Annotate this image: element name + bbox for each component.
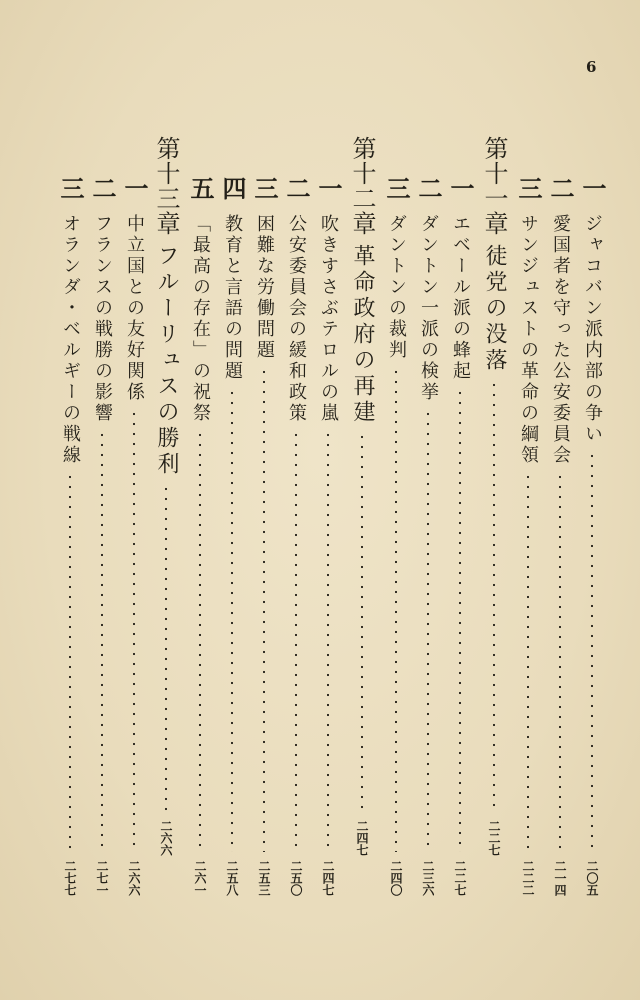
section-title: ダントン一派の検挙 (418, 214, 439, 403)
page-ref: 二六六 (159, 820, 173, 856)
dot-leader (559, 472, 561, 852)
toc-entry (444, 176, 476, 896)
toc-entry (118, 176, 150, 896)
page-number: 6 (586, 58, 597, 76)
page-ref: 二七七 (63, 860, 77, 896)
toc-chapter (150, 136, 182, 856)
chapter-title: 革命政府の再建 (350, 244, 375, 426)
section-number: 一 (578, 176, 607, 202)
section-title: 公安委員会の緩和政策 (286, 214, 307, 424)
section-title: 教育と言語の問題 (222, 214, 243, 382)
dot-leader (493, 380, 495, 812)
toc-entry (184, 176, 216, 896)
page-ref: 二四七 (355, 820, 369, 856)
section-number: 一 (120, 176, 149, 202)
dot-leader (361, 432, 363, 812)
section-number: 二 (88, 176, 117, 202)
page-ref: 二五三 (257, 860, 271, 896)
section-title: エベール派の蜂起 (450, 214, 471, 382)
toc-chapter (346, 136, 378, 856)
section-title: 「最高の存在」の祝祭 (190, 214, 211, 424)
chapter-title: 徒党の没落 (482, 244, 507, 374)
section-title: ジャコバン派内部の争い (582, 214, 603, 445)
section-number: 三 (514, 176, 543, 202)
section-number: 三 (382, 176, 411, 202)
section-number: 二 (414, 176, 443, 202)
toc-entry (54, 176, 86, 896)
page-ref: 二四〇 (389, 860, 403, 896)
toc-entry (512, 176, 544, 896)
page-ref: 二一四 (553, 860, 567, 896)
toc-entry (86, 176, 118, 896)
page-ref: 二五〇 (289, 860, 303, 896)
dot-leader (231, 388, 233, 852)
toc-entry (312, 176, 344, 896)
dot-leader (101, 430, 103, 852)
dot-leader (527, 472, 529, 852)
page-ref: 二五八 (225, 860, 239, 896)
toc-entry (380, 176, 412, 896)
page-ref: 二六一 (193, 860, 207, 896)
page-ref: 二四七 (321, 860, 335, 896)
chapter-number: 第十二章 (348, 136, 376, 236)
section-title: 困難な労働問題 (254, 214, 275, 361)
chapter-number: 第十一章 (480, 136, 508, 236)
section-title: 中立国との友好関係 (124, 214, 145, 403)
section-number: 三 (56, 176, 85, 202)
toc-entry (280, 176, 312, 896)
page-ref: 二七一 (95, 860, 109, 896)
section-number: 三 (250, 176, 279, 202)
toc-entry (216, 176, 248, 896)
toc-chapter (478, 136, 510, 856)
dot-leader (133, 409, 135, 852)
dot-leader (459, 388, 461, 852)
section-title: サンジュストの革命の綱領 (518, 214, 539, 466)
page-ref: 二二七 (487, 820, 501, 856)
toc-entry (544, 176, 576, 896)
section-number: 一 (314, 176, 343, 202)
page-ref: 二二二 (521, 860, 535, 896)
dot-leader (69, 472, 71, 852)
toc-entry (248, 176, 280, 896)
section-number: 二 (546, 176, 575, 202)
section-number: 一 (446, 176, 475, 202)
toc-entry (576, 176, 608, 896)
page-ref: 二六六 (127, 860, 141, 896)
section-number: 四 (218, 176, 247, 202)
dot-leader (327, 430, 329, 852)
page-ref: 二三六 (421, 860, 435, 896)
section-title: ダントンの裁判 (386, 214, 407, 361)
section-title: フランスの戦勝の影響 (92, 214, 113, 424)
page-ref: 二〇五 (585, 860, 599, 896)
dot-leader (199, 430, 201, 852)
dot-leader (427, 409, 429, 852)
dot-leader (591, 451, 593, 852)
section-title: 吹きすさぶテロルの嵐 (318, 214, 339, 424)
section-number: 二 (282, 176, 311, 202)
section-number: 五 (186, 176, 215, 202)
section-title: 愛国者を守った公安委員会 (550, 214, 571, 466)
dot-leader (263, 367, 265, 852)
chapter-number: 第十三章 (152, 136, 180, 236)
toc-entry (412, 176, 444, 896)
dot-leader (165, 484, 167, 812)
section-title: オランダ・ベルギーの戦線 (60, 214, 81, 466)
dot-leader (395, 367, 397, 852)
dot-leader (295, 430, 297, 852)
chapter-title: フルーリュスの勝利 (154, 244, 179, 478)
page-ref: 二二七 (453, 860, 467, 896)
